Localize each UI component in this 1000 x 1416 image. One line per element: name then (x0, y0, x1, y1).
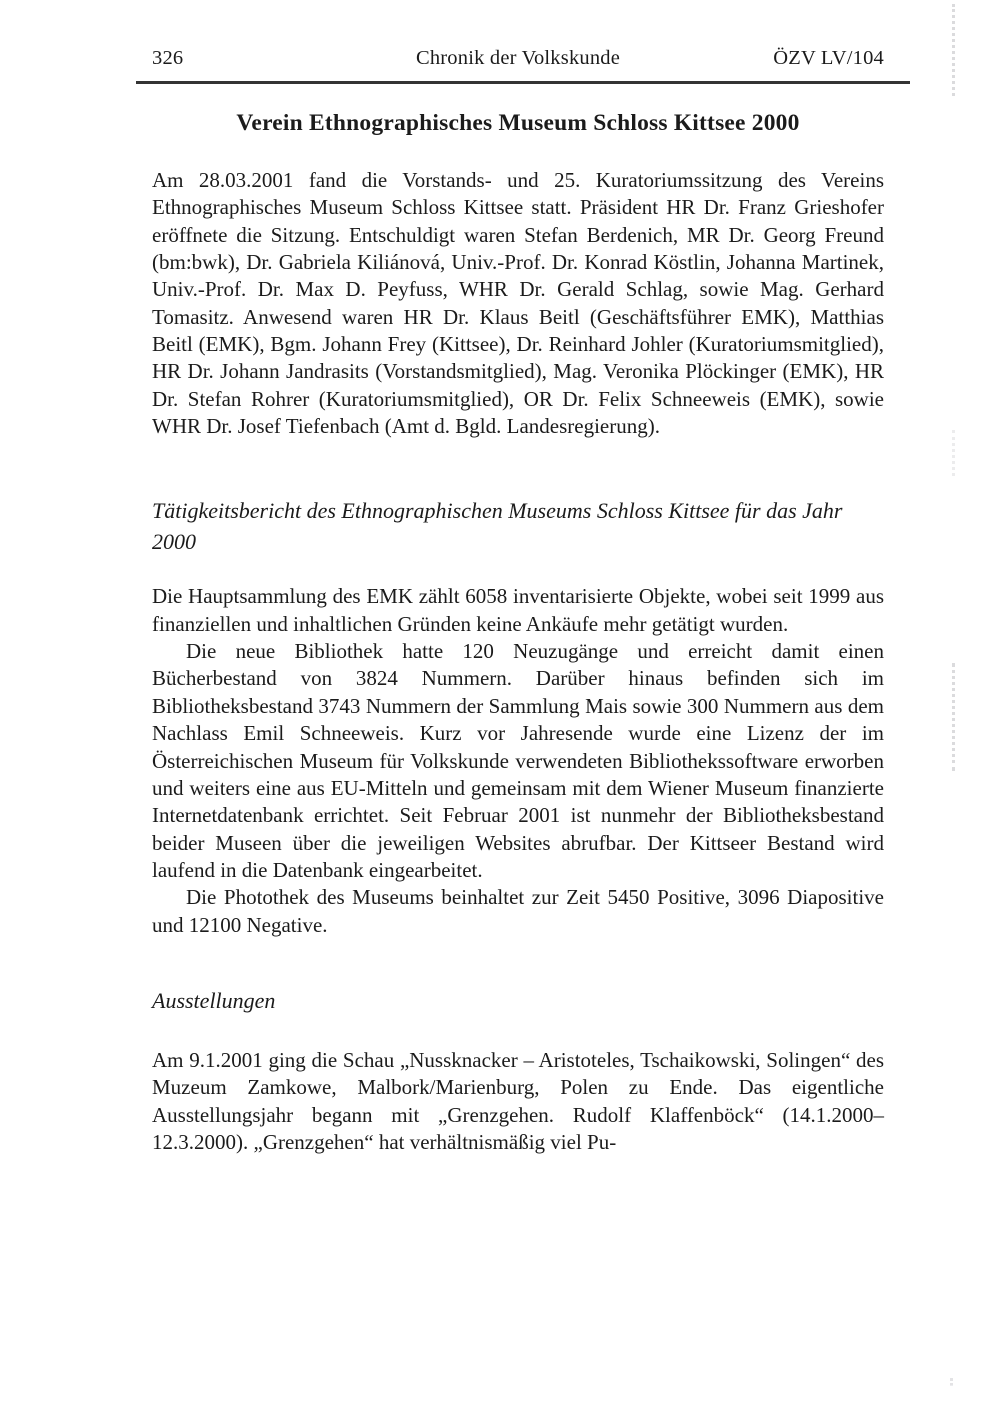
article-title: Verein Ethnographisches Museum Schloss Kittsee 2000 (236, 110, 800, 136)
running-title: Chronik der Volkskunde (415, 47, 621, 69)
report-section-heading: Tätigkeitsbericht des Ethnographischen Museums Schloss Kittsee für das Jahr 2000 (152, 498, 843, 555)
page-content (152, 0, 884, 1156)
scan-artifact-dots (950, 1378, 956, 1386)
minutes-paragraph: Am 28.03.2001 fand die Vorstands- und 25. Kuratoriumssitzung des Vereins Ethnographisches Museum Schloss Kittsee statt. Präsident HR Dr. Franz Grieshofer eröffnete die Sitzung. Entschuldigt waren Stefan Berdenich, MR Dr. Georg Freund (bm:bwk), Dr. Gabriela Kiliánová, Univ.-Prof. Dr. Konrad Köstlin, Johanna Martinek, Univ.-Prof. Dr. Max D. Peyfuss, WHR Dr. Gerald Schlag, sowie Mag. Gerhard Tomasitz. Anwesend waren HR Dr. Klaus Beitl (Geschäftsführer EMK), Matthias Beitl (EMK), Bgm. Johann Frey (Kittsee), Dr. Reinhard Johler (Kuratoriumsmitglied), HR Dr. Johann Jandrasits (Vorstandsmitglied), Mag. Veronika Plöckinger (EMK), HR Dr. Stefan Rohrer (Kuratoriumsmitglied), OR Dr. Felix Schneeweis (EMK), sowie WHR Dr. Josef Tiefenbach (Amt d. Bgld. Landesregierung). (152, 168, 884, 439)
scan-artifact-dots (952, 4, 958, 96)
collection-paragraph: Die Hauptsammlung des EMK zählt 6058 inventarisierte Objekte, wobei seit 1999 aus finanziellen und inhaltlichen Gründen keine Ankäufe mehr getätigt wurden. (152, 584, 884, 636)
scan-artifact-dots (952, 663, 958, 771)
page-number: 326 (152, 47, 184, 69)
header-rule (136, 81, 910, 84)
journal-reference: ÖZV LV/104 (773, 47, 884, 69)
exhibitions-section-heading: Ausstellungen (152, 987, 276, 1013)
scan-artifact-dots (952, 430, 958, 476)
phototheque-paragraph: Die Photothek des Museums beinhaltet zur Zeit 5450 Positive, 3096 Diapositive und 12100 Negative. (152, 885, 884, 937)
library-paragraph: Die neue Bibliothek hatte 120 Neuzugänge und erreicht damit einen Bücherbestand von 3824 Nummern. Darüber hinaus befinden sich im Bibliotheksbestand 3743 Nummern der Sammlung Mais sowie 300 Nummern aus dem Nachlass Emil Schneeweis. Kurz vor Jahresende wurde eine Lizenz der im Österreichischen Museum für Volkskunde verwendeten Bibliothekssoftware erworben und weiters eine aus EU-Mitteln und gemeinsam mit dem Wiener Museum finanzierte Internetdatenbank errichtet. Seit Februar 2001 ist nunmehr der Bibliotheksbestand beider Museen über die jeweiligen Websites abrufbar. Der Kittseer Bestand wird laufend in die Datenbank eingearbeitet. (152, 639, 884, 882)
exhibitions-paragraph: Am 9.1.2001 ging die Schau „Nussknacker – Aristoteles, Tschaikowski, Solingen“ des Muzeum Zamkowe, Malbork/Marienburg, Polen zu Ende. Das eigentliche Ausstellungsjahr begann mit „Grenzgehen. Rudolf Klaffenböck“ (14.1.2000–12.3.2000). „Grenzgehen“ hat verhältnismäßig viel Pu- (152, 1047, 884, 1154)
running-header (152, 47, 884, 70)
